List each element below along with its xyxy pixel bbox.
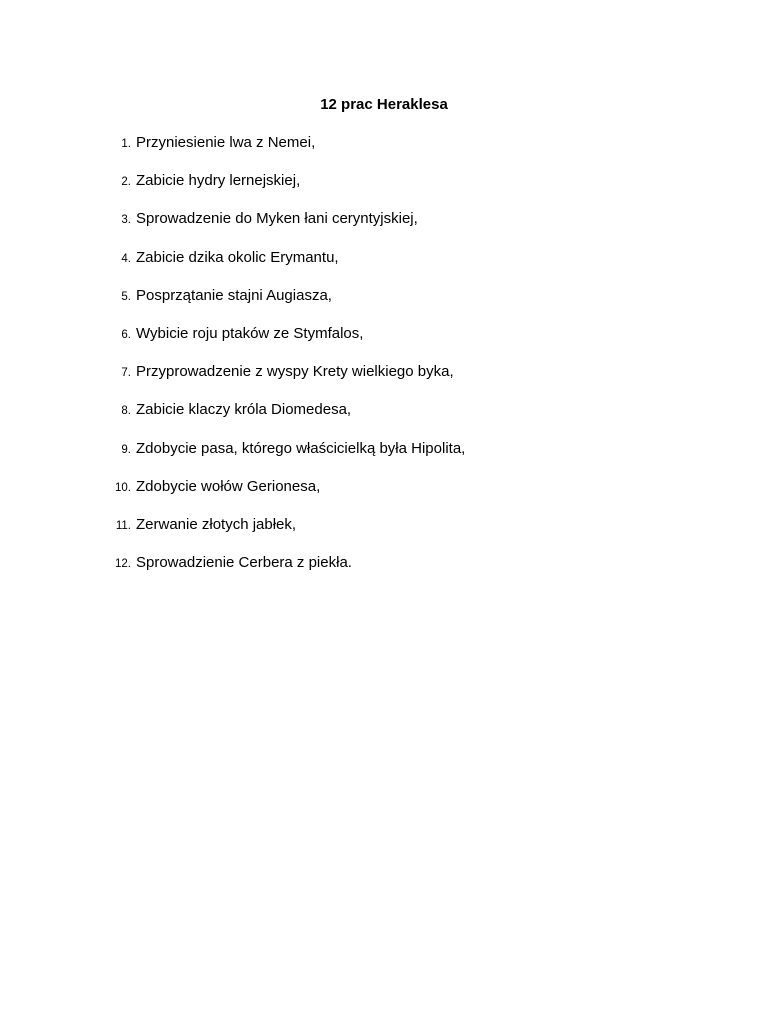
list-item-number: 6. [121, 328, 131, 341]
list-item-number: 10. [115, 481, 131, 494]
list-item-number: 12. [115, 558, 131, 571]
list-item [0, 515, 768, 553]
list-item-number: 4. [121, 252, 131, 265]
list-item-number: 5. [121, 290, 131, 303]
list-item-text: Zdobycie pasa, którego właścicielką była Hipolita, [136, 439, 466, 457]
list-item-text: Posprzątanie stajni Augiasza, [136, 286, 332, 304]
list-item-text: Przyprowadzenie z wyspy Krety wielkiego byka, [136, 363, 454, 381]
list-item-text: Zdobycie wołów Gerionesa, [136, 477, 321, 495]
labors-list [0, 133, 768, 591]
list-item [0, 553, 768, 591]
list-item-text: Wybicie roju ptaków ze Stymfalos, [136, 324, 364, 342]
document-title: 12 prac Heraklesa [320, 96, 448, 113]
list-item [0, 209, 768, 247]
list-item [0, 324, 768, 362]
list-item [0, 400, 768, 438]
list-item-number: 8. [121, 405, 131, 418]
list-item-text: Sprowadzienie Cerbera z piekła. [136, 554, 352, 572]
list-item [0, 362, 768, 400]
list-item [0, 439, 768, 477]
list-item-number: 1. [121, 138, 131, 150]
list-item-text: Zabicie hydry lernejskiej, [136, 172, 301, 190]
list-item-number: 3. [121, 214, 131, 227]
list-item-number: 7. [121, 367, 131, 380]
list-item-text: Przyniesienie lwa z Nemei, [136, 134, 316, 151]
list-item [0, 171, 768, 209]
list-item-number: 11. [115, 519, 131, 532]
list-item-text: Zabicie dzika okolic Erymantu, [136, 248, 339, 266]
list-item-text: Sprowadzenie do Myken łani ceryntyjskiej, [136, 210, 418, 228]
list-item [0, 248, 768, 286]
list-item [0, 477, 768, 515]
list-item-text: Zerwanie złotych jabłek, [136, 515, 297, 533]
list-item-number: 9. [121, 443, 131, 456]
list-item [0, 286, 768, 324]
list-item-text: Zabicie klaczy króla Diomedesa, [136, 401, 352, 419]
list-item [0, 133, 768, 171]
list-item-number: 2. [121, 176, 131, 189]
